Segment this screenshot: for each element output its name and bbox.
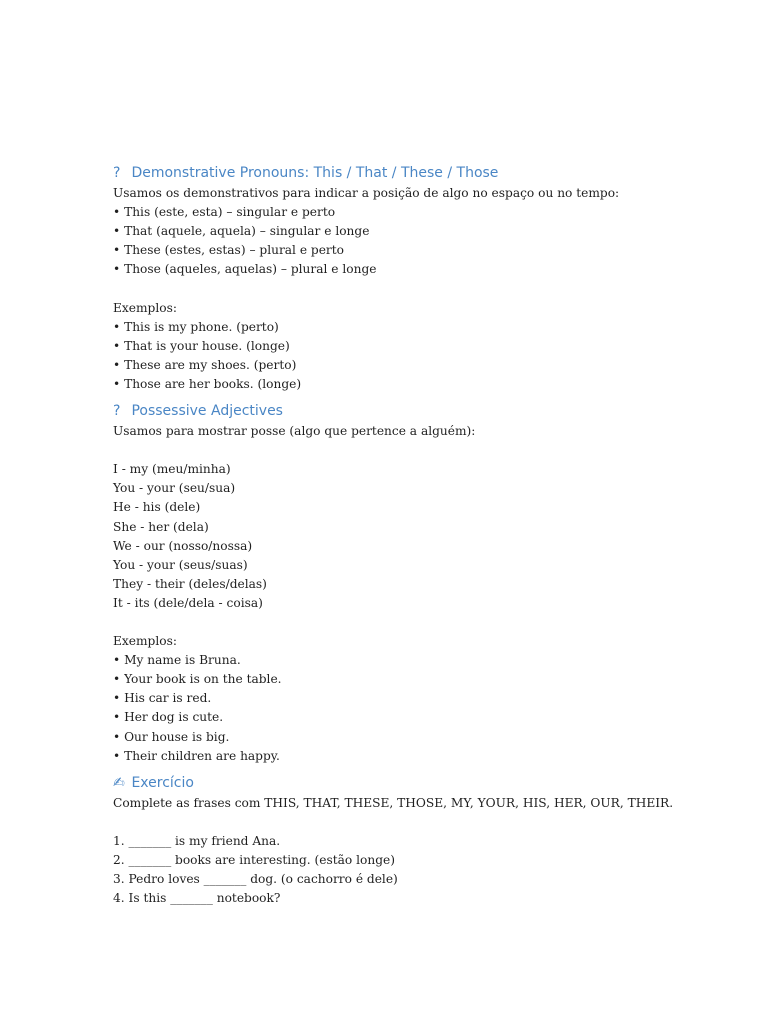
list-item: • These (estes, estas) – plural e perto — [113, 243, 344, 258]
list-item: They - their (deles/delas) — [113, 576, 267, 591]
list-item: • This (este, esta) – singular e perto — [113, 205, 336, 220]
section-intro: Usamos para mostrar posse (algo que pertence a alguém): — [113, 424, 476, 439]
example-item: • This is my phone. (perto) — [113, 319, 279, 334]
example-item: • Our house is big. — [113, 729, 230, 744]
missing-glyph-icon: ? — [113, 165, 121, 181]
section-heading-exercise — [113, 772, 733, 794]
blank-line — [113, 441, 733, 460]
exercise-item: 3. Pedro loves _______ dog. (o cachorro é dele) — [113, 872, 398, 887]
list-item: It - its (dele/dela - coisa) — [113, 595, 263, 610]
list-item: • Those (aqueles, aquelas) – plural e longe — [113, 262, 377, 277]
exercise-item: 1. _______ is my friend Ana. — [113, 833, 281, 848]
example-item: • Those are her books. (longe) — [113, 376, 302, 391]
exercise-item: 2. _______ books are interesting. (estão longe) — [113, 853, 395, 867]
missing-glyph-icon: ? — [113, 403, 121, 420]
section-heading-demonstratives — [113, 162, 733, 184]
example-item: • Her dog is cute. — [113, 710, 224, 725]
example-item: • Their children are happy. — [113, 748, 280, 763]
section-title: Exercício — [131, 774, 194, 791]
example-item: • These are my shoes. (perto) — [113, 357, 297, 372]
exercise-item: 4. Is this _______ notebook? — [113, 891, 281, 906]
example-item: • That is your house. (longe) — [113, 338, 290, 353]
list-item: She - her (dela) — [113, 519, 209, 534]
example-item: • Your book is on the table. — [113, 672, 282, 687]
examples-label: Exemplos: — [113, 634, 177, 649]
section-title: Possessive Adjectives — [131, 403, 283, 420]
blank-line — [113, 613, 733, 632]
document-content — [113, 162, 733, 908]
list-item: We - our (nosso/nossa) — [113, 538, 253, 553]
list-item: You - your (seu/sua) — [113, 481, 236, 496]
example-item: • His car is red. — [113, 691, 212, 706]
writing-hand-icon: ✍ — [113, 774, 125, 791]
section-title: Demonstrative Pronouns: This / That / These / Those — [131, 165, 499, 181]
list-item: He - his (dele) — [113, 500, 201, 515]
section-heading-possessives — [113, 400, 733, 422]
list-item: You - your (seus/suas) — [113, 557, 248, 572]
list-item: I - my (meu/minha) — [113, 462, 231, 477]
section-intro: Complete as frases com THIS, THAT, THESE, THOSE, MY, YOUR, HIS, HER, OUR, THEIR. — [113, 795, 674, 810]
list-item: • That (aquele, aquela) – singular e longe — [113, 224, 370, 239]
blank-line — [113, 279, 733, 298]
example-item: • My name is Bruna. — [113, 653, 241, 668]
section-intro: Usamos os demonstrativos para indicar a posição de algo no espaço ou no tempo: — [113, 186, 620, 200]
blank-line — [113, 813, 733, 832]
examples-label: Exemplos: — [113, 300, 177, 315]
